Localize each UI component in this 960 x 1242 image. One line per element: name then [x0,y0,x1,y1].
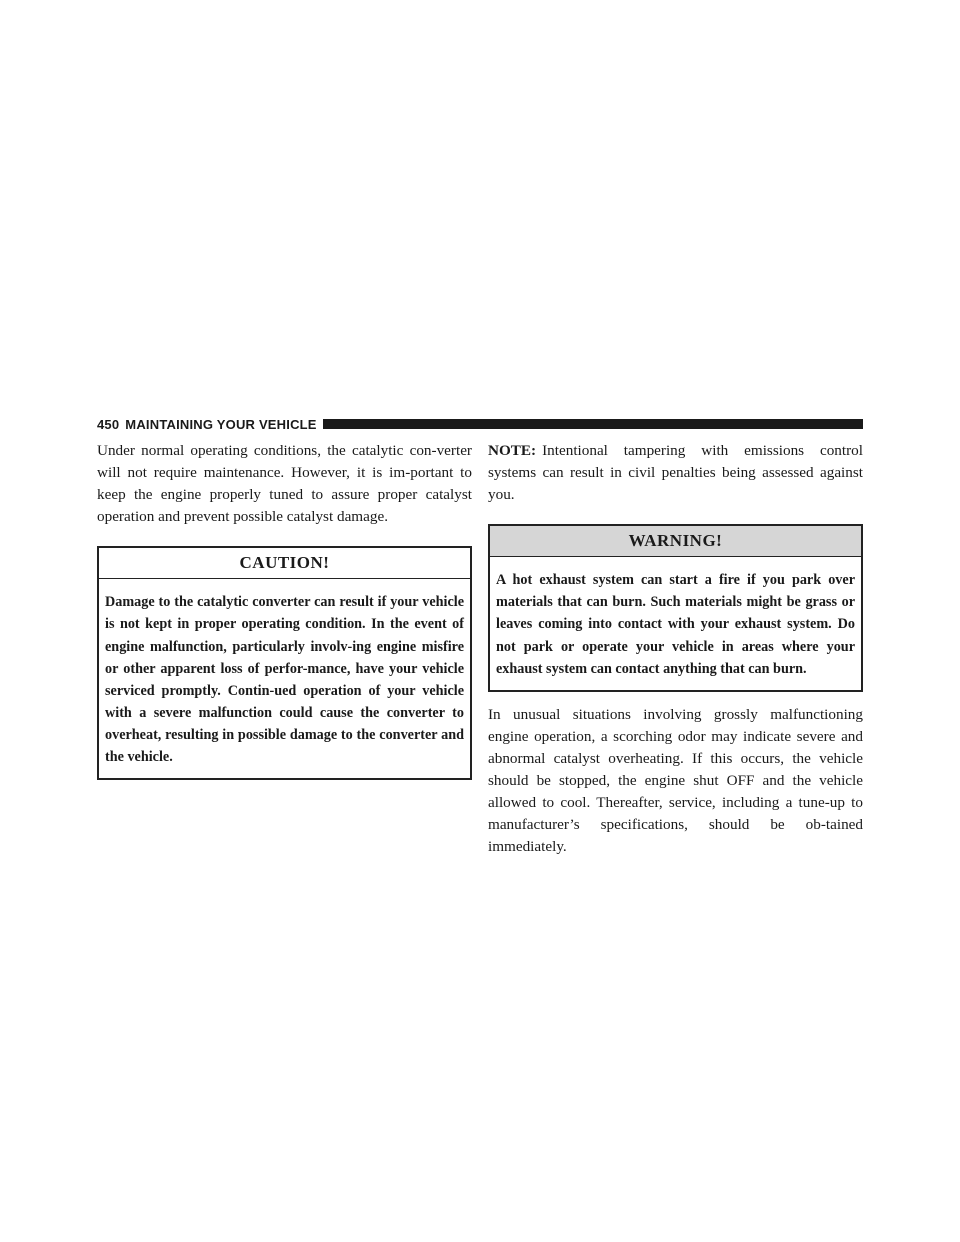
note-paragraph [488,440,863,506]
note-label: NOTE: [488,442,537,459]
page-header [97,415,863,433]
left-column [97,440,472,780]
header-rule [323,419,863,429]
caution-title: CAUTION! [99,548,470,579]
section-title: MAINTAINING YOUR VEHICLE [125,416,317,432]
intro-paragraph: Under normal operating conditions, the catalytic con-verter will not require maintenance. However, it is im-portant to keep the engine properly tuned to assure proper catalyst operation and prevent possible catalyst damage. [97,442,472,526]
warning-box [488,524,863,691]
closing-paragraph: In unusual situations involving grossly malfunctioning engine operation, a scorching odor may indicate severe and abnormal catalyst overheating. If this occurs, the vehicle should be stopped, the engine shut OFF and the vehicle allowed to cool. Thereafter, service, including a tune-up to manufacturer’s specifications, should be ob-tained immediately. [488,705,863,856]
page-number: 450 [97,416,120,432]
right-column [488,440,863,858]
warning-body: A hot exhaust system can start a fire if you park over materials that can burn. Such materials might be grass or leaves coming into contact with your exhaust system. Do not park or operate your vehicle in areas where your exhaust system can contact anything that can burn. [496,572,855,677]
caution-body: Damage to the catalytic converter can result if your vehicle is not kept in proper operating condition. In the event of engine malfunction, particularly involv-ing engine misfire or other apparent loss of perfor-mance, have your vehicle serviced promptly. Contin-ued operation of your vehicle with a severe malfunction could cause the converter to overheat, resulting in possible damage to the converter and the vehicle. [105,594,464,766]
warning-title: WARNING! [490,526,861,557]
caution-box [97,546,472,780]
note-text: Intentional tampering with emissions control systems can result in civil penalties being assessed against you. [488,442,863,504]
